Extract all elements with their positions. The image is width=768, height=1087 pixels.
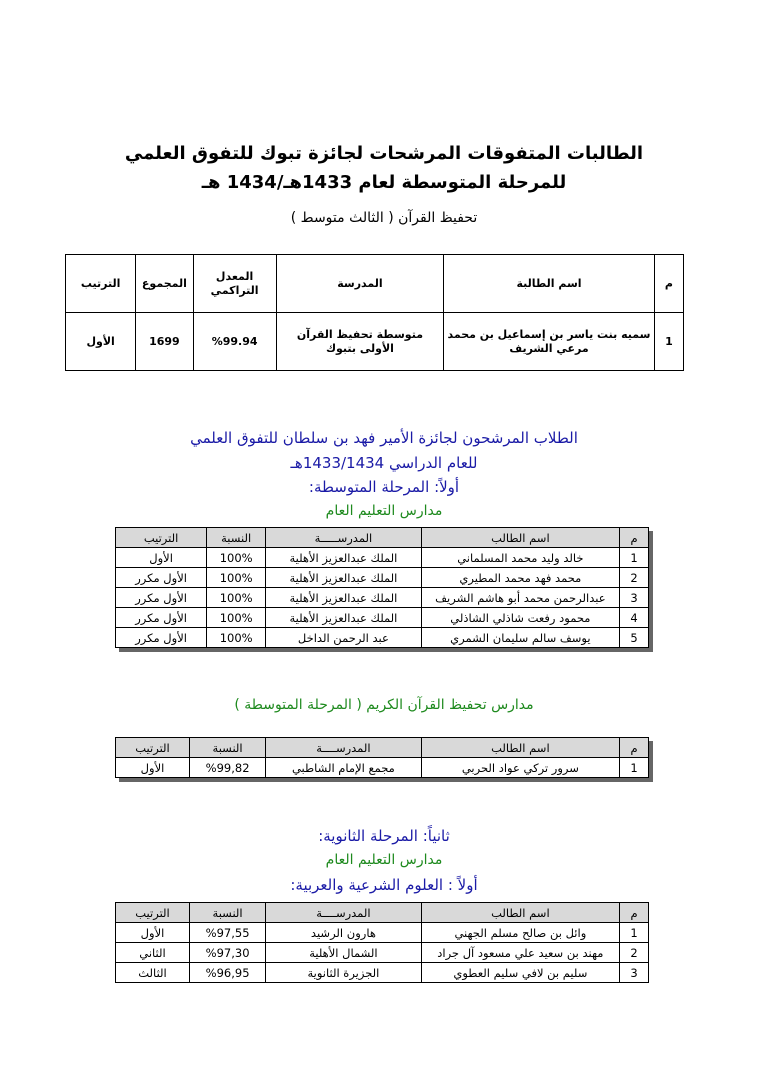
table-row <box>66 313 684 371</box>
header-school: المدرســــة <box>266 903 422 923</box>
quran-schools-heading: مدارس تحفيظ القرآن الكريم ( المرحلة المتوسطة ) <box>234 697 534 713</box>
cell-name: سليم بن لافي سليم العطوي <box>421 963 619 983</box>
page-subtitle-year: للمرحلة المتوسطة لعام 1433هـ/1434 هـ <box>201 172 567 193</box>
cell-rank: الثاني <box>116 943 190 963</box>
header-pct: النسبة <box>207 528 266 548</box>
cell-school: هارون الرشيد <box>266 923 422 943</box>
table-row <box>116 568 649 588</box>
cell-pct: 100% <box>207 588 266 608</box>
cell-gpa: %99.94 <box>193 313 276 371</box>
page-title: الطالبات المتفوقات المرشحات لجائزة تبوك للتفوق العلمي <box>124 143 644 164</box>
cell-name: وائل بن صالح مسلم الجهني <box>421 923 619 943</box>
cell-rank: الثالث <box>116 963 190 983</box>
cell-rank: الأول مكرر <box>116 628 207 648</box>
cell-total: 1699 <box>136 313 193 371</box>
cell-num: 3 <box>620 963 649 983</box>
secondary-sharia-table <box>115 902 649 983</box>
cell-rank: الأول <box>66 313 136 371</box>
cell-school: مجمع الإمام الشاطبي <box>266 758 422 778</box>
table-row <box>116 758 649 778</box>
header-school: المدرسة <box>276 255 443 313</box>
header-name: اسم الطالبة <box>444 255 655 313</box>
header-name: اسم الطالب <box>421 903 619 923</box>
cell-rank: الأول <box>116 548 207 568</box>
cell-pct: %97,30 <box>190 943 266 963</box>
cell-pct: 100% <box>207 548 266 568</box>
table-row <box>116 588 649 608</box>
category-subtitle: تحفيظ القرآن ( الثالث متوسط ) <box>290 210 478 226</box>
header-num: م <box>654 255 683 313</box>
boys-nominees-heading: الطلاب المرشحون لجائزة الأمير فهد بن سلطان للتفوق العلمي <box>190 429 578 447</box>
cell-num: 5 <box>620 628 649 648</box>
header-num: م <box>620 738 649 758</box>
header-total: المجموع <box>136 255 193 313</box>
table-row <box>116 548 649 568</box>
cell-school: الملك عبدالعزيز الأهلية <box>266 588 422 608</box>
academic-year: للعام الدراسي 1433/1434هـ <box>290 454 478 472</box>
cell-name: مهند بن سعيد علي مسعود آل جراد <box>421 943 619 963</box>
cell-num: 3 <box>620 588 649 608</box>
cell-num: 2 <box>620 568 649 588</box>
track-sharia-arabic: أولاً : العلوم الشرعية والعربية: <box>290 876 478 894</box>
cell-pct: %97,55 <box>190 923 266 943</box>
cell-num: 1 <box>620 758 649 778</box>
header-name: اسم الطالب <box>421 528 619 548</box>
cell-pct: 100% <box>207 608 266 628</box>
cell-name: سرور تركي عواد الحربي <box>421 758 619 778</box>
table-row <box>116 943 649 963</box>
cell-pct: 100% <box>207 568 266 588</box>
cell-rank: الأول مكرر <box>116 608 207 628</box>
header-name: اسم الطالب <box>421 738 619 758</box>
header-num: م <box>620 528 649 548</box>
cell-name: عبدالرحمن محمد أبو هاشم الشريف <box>421 588 619 608</box>
cell-school: الشمال الأهلية <box>266 943 422 963</box>
stage-intermediate: أولاً: المرحلة المتوسطة: <box>308 478 460 496</box>
cell-school: عبد الرحمن الداخل <box>266 628 422 648</box>
header-school: المدرســــة <box>266 738 422 758</box>
cell-pct: %99,82 <box>190 758 266 778</box>
cell-num: 1 <box>620 923 649 943</box>
cell-num: 4 <box>620 608 649 628</box>
cell-num: 2 <box>620 943 649 963</box>
cell-school: الملك عبدالعزيز الأهلية <box>266 548 422 568</box>
cell-pct: %96,95 <box>190 963 266 983</box>
cell-num: 1 <box>654 313 683 371</box>
cell-rank: الأول <box>116 758 190 778</box>
cell-school: الملك عبدالعزيز الأهلية <box>266 608 422 628</box>
table-row <box>116 923 649 943</box>
cell-school: الملك عبدالعزيز الأهلية <box>266 568 422 588</box>
cell-school: الجزيرة الثانوية <box>266 963 422 983</box>
table-row <box>116 963 649 983</box>
cell-name: خالد وليد محمد المسلماني <box>421 548 619 568</box>
general-schools-label: مدارس التعليم العام <box>325 503 443 519</box>
cell-school: متوسطة تحفيظ القرآن الأولى بتبوك <box>276 313 443 371</box>
cell-name: محمد فهد محمد المطيري <box>421 568 619 588</box>
cell-rank: الأول مكرر <box>116 568 207 588</box>
table-row <box>116 628 649 648</box>
header-pct: النسبة <box>190 738 266 758</box>
cell-rank: الأول مكرر <box>116 588 207 608</box>
intermediate-general-table <box>115 527 649 648</box>
header-rank: الترتيب <box>66 255 136 313</box>
header-school: المدرســـــة <box>266 528 422 548</box>
cell-name: سميه بنت ياسر بن إسماعيل بن محمد مرعي الشريف <box>444 313 655 371</box>
table-row <box>116 608 649 628</box>
header-rank: الترتيب <box>116 738 190 758</box>
cell-rank: الأول <box>116 923 190 943</box>
header-pct: النسبة <box>190 903 266 923</box>
header-rank: الترتيب <box>116 528 207 548</box>
header-rank: الترتيب <box>116 903 190 923</box>
cell-pct: 100% <box>207 628 266 648</box>
girls-nominees-table <box>65 254 684 371</box>
cell-name: يوسف سالم سليمان الشمري <box>421 628 619 648</box>
header-gpa: المعدل التراكمي <box>193 255 276 313</box>
intermediate-quran-table <box>115 737 649 778</box>
header-num: م <box>620 903 649 923</box>
cell-name: محمود رفعت شاذلي الشاذلي <box>421 608 619 628</box>
secondary-general-schools-label: مدارس التعليم العام <box>325 852 443 868</box>
stage-secondary: ثانياً: المرحلة الثانوية: <box>318 827 450 845</box>
cell-num: 1 <box>620 548 649 568</box>
